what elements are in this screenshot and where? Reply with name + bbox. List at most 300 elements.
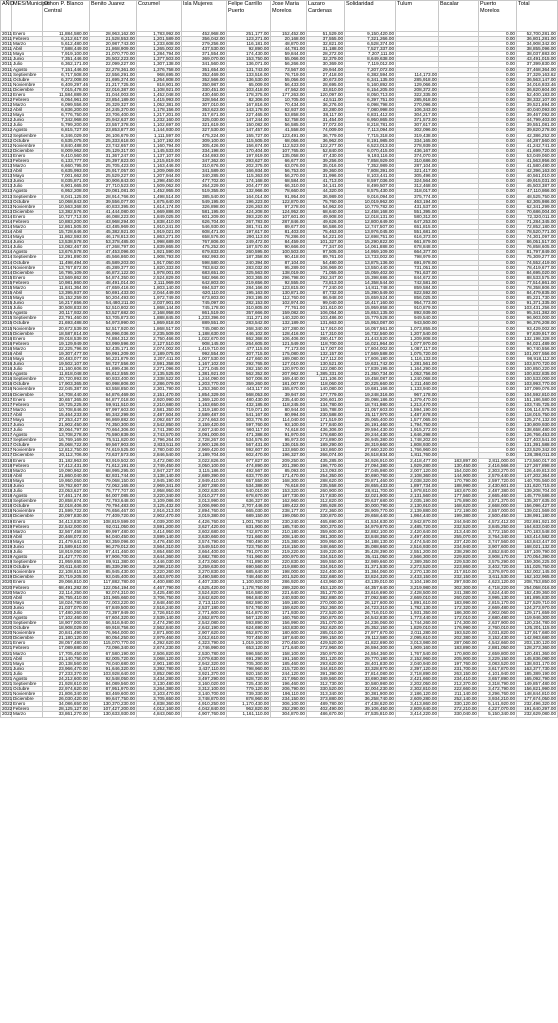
solidaridad-cell: 9,150,420.00 — [345, 32, 396, 37]
month-cell: Diciembre — [12, 148, 43, 153]
benito-juarez-cell: 43,485,969.00 — [90, 224, 137, 229]
puerto-morelos-cell: 0.00 — [479, 433, 517, 438]
benito-juarez-cell: 75,777,707.00 — [90, 489, 137, 494]
tulum-cell: 307,617.00 — [396, 123, 439, 128]
year-cell: 2015 — [2, 279, 13, 285]
bacalar-cell: 183,670.00 — [439, 489, 479, 494]
month-cell: Enero — [12, 702, 43, 707]
month-cell: Junio — [12, 362, 43, 367]
cozumel-cell: 818,901.00 — [137, 82, 182, 87]
jose-maria-morelos-cell: 20,168.00 — [271, 37, 307, 42]
month-cell: Febrero — [12, 158, 43, 163]
tulum-cell: 678,848.00 — [396, 245, 439, 250]
lazaro-cardenas-cell: 101,327.00 — [307, 240, 345, 245]
solidaridad-cell: 14,061,888.00 — [345, 245, 396, 250]
cozumel-cell: 1,102,697.00 — [137, 123, 182, 128]
othon-p-blanco-cell: 21,589,610.00 — [43, 544, 90, 549]
solidaridad-cell: 15,659,524.00 — [345, 296, 396, 301]
lazaro-cardenas-cell: 349,560.00 — [307, 676, 345, 681]
solidaridad-cell: 7,715,318.00 — [345, 133, 396, 138]
felipe-carrillo-puerto-cell: 293,627.00 — [227, 158, 271, 163]
lazaro-cardenas-cell: 273,890.00 — [307, 438, 345, 443]
month-cell: Julio — [12, 123, 43, 128]
lazaro-cardenas-cell: 382,880.00 — [307, 595, 345, 600]
puerto-morelos-cell: 0.00 — [479, 270, 517, 275]
total-cell: 90,740,556.00 — [517, 346, 558, 351]
benito-juarez-cell: 59,991,209.00 — [90, 351, 137, 356]
isla-mujeres-cell: 3,012,610.00 — [182, 636, 227, 641]
total-cell: 53,049,060.00 — [517, 153, 558, 158]
month-cell: Abril — [12, 656, 43, 661]
total-cell: 151,025,750.00 — [517, 565, 558, 570]
month-cell: Agosto — [12, 67, 43, 72]
othon-p-blanco-cell: 17,480,260.00 — [43, 610, 90, 615]
felipe-carrillo-puerto-cell: 156,674.00 — [227, 143, 271, 148]
benito-juarez-cell: 46,872,122.00 — [90, 270, 137, 275]
tulum-cell: 1,829,010.00 — [396, 626, 439, 631]
felipe-carrillo-puerto-cell: 678,670.00 — [227, 494, 271, 499]
tulum-cell: 1,808,930.00 — [396, 443, 439, 448]
isla-mujeres-cell: 745,080.00 — [182, 326, 227, 331]
felipe-carrillo-puerto-cell: 742,870.00 — [227, 529, 271, 534]
solidaridad-cell: 14,358,544.00 — [345, 280, 396, 285]
benito-juarez-cell: 122,054,194.00 — [90, 585, 137, 590]
bacalar-cell: 186,300.00 — [439, 610, 479, 615]
benito-juarez-cell: 87,951,970.00 — [90, 687, 137, 692]
solidaridad-cell: 36,258,740.00 — [345, 697, 396, 702]
solidaridad-cell: 27,094,380.00 — [345, 463, 396, 468]
total-cell: 177,674,050.00 — [517, 697, 558, 702]
month-cell: Febrero — [12, 37, 43, 42]
felipe-carrillo-puerto-cell: 132,966.00 — [227, 189, 271, 194]
cozumel-cell: 1,614,174.00 — [137, 204, 182, 209]
month-cell: Julio — [12, 184, 43, 189]
isla-mujeres-cell: 2,771,600.00 — [182, 610, 227, 615]
othon-p-blanco-cell: 21,180,120.00 — [43, 636, 90, 641]
year-cell: 2019 — [2, 538, 13, 544]
felipe-carrillo-puerto-cell: 424,208.00 — [227, 209, 271, 214]
benito-juarez-cell: 115,070,770.00 — [90, 641, 137, 646]
month-cell: Marzo — [12, 164, 43, 169]
isla-mujeres-cell: 1,271,045.00 — [182, 367, 227, 372]
tulum-cell: 285,918.00 — [396, 77, 439, 82]
jose-maria-morelos-cell: 244,120.00 — [271, 671, 307, 676]
lazaro-cardenas-cell: 49,908.00 — [307, 214, 345, 219]
tulum-cell: 1,891,610.00 — [396, 600, 439, 605]
header-bacalar: Bacalar — [439, 1, 479, 32]
othon-p-blanco-cell: 6,133,777.00 — [43, 158, 90, 163]
year-cell: 2012 — [2, 107, 13, 113]
felipe-carrillo-puerto-cell: 977,827.00 — [227, 458, 271, 463]
benito-juarez-cell: 67,604,320.00 — [90, 615, 137, 620]
lazaro-cardenas-cell: 140,080.00 — [307, 387, 345, 392]
tulum-cell: 943,500.00 — [396, 321, 439, 326]
isla-mujeres-cell: 1,253,360.00 — [182, 387, 227, 392]
lazaro-cardenas-cell: 87,732.00 — [307, 290, 345, 295]
benito-juarez-cell: 59,911,510.00 — [90, 402, 137, 407]
othon-p-blanco-cell: 8,009,962.00 — [43, 148, 90, 153]
puerto-morelos-cell: 0.00 — [479, 72, 517, 77]
isla-mujeres-cell: 2,728,267.00 — [182, 438, 227, 443]
isla-mujeres-cell: 309,100.00 — [182, 138, 227, 143]
solidaridad-cell: 26,127,600.00 — [345, 600, 396, 605]
othon-p-blanco-cell: 11,584,889.00 — [43, 92, 90, 97]
bacalar-cell: 297,930.00 — [439, 580, 479, 585]
jose-maria-morelos-cell: 112,523.00 — [271, 143, 307, 148]
month-cell: Diciembre — [12, 331, 43, 336]
month-cell: Noviembre — [12, 692, 43, 697]
tulum-cell: 2,095,610.00 — [396, 636, 439, 641]
puerto-morelos-cell: 0.00 — [479, 128, 517, 133]
othon-p-blanco-cell: 22,045,387.00 — [43, 387, 90, 392]
total-cell: 40,040,093.00 — [517, 108, 558, 113]
year-cell: 2011 — [2, 56, 12, 62]
month-cell: Enero — [12, 519, 43, 524]
isla-mujeres-cell: 4,426,760.00 — [182, 519, 227, 524]
puerto-morelos-cell: 3,624,440.00 — [479, 590, 517, 595]
tulum-cell: 2,152,960.00 — [396, 656, 439, 661]
lazaro-cardenas-cell: 235,558.00 — [307, 483, 345, 488]
bacalar-cell: 237,420.00 — [439, 539, 479, 544]
year-cell: 2013 — [2, 208, 13, 214]
tulum-cell: 2,007,120.00 — [396, 468, 439, 473]
lazaro-cardenas-cell: 117,310.00 — [307, 331, 345, 336]
benito-juarez-cell: 80,054,250.00 — [90, 636, 137, 641]
month-cell: Enero — [12, 397, 43, 402]
isla-mujeres-cell: 317,671.00 — [182, 113, 227, 118]
cozumel-cell: 2,871,800.00 — [137, 631, 182, 636]
tulum-cell: 822,592.00 — [396, 290, 439, 295]
puerto-morelos-cell: 0.00 — [479, 387, 517, 392]
year-cell: 2012 — [2, 147, 13, 153]
othon-p-blanco-cell: 7,001,662.00 — [43, 174, 90, 179]
total-cell: 107,099,076.00 — [517, 387, 558, 392]
tulum-cell: 302,096.00 — [396, 128, 439, 133]
felipe-carrillo-puerto-cell: 492,567.00 — [227, 468, 271, 473]
total-cell: 203,130,120.00 — [517, 641, 558, 646]
year-cell: 2014 — [2, 249, 13, 255]
month-cell: Julio — [12, 489, 43, 494]
benito-juarez-cell: 23,557,378.00 — [90, 123, 137, 128]
year-cell: 2014 — [2, 234, 13, 240]
year-cell: 2018 — [2, 508, 13, 514]
othon-p-blanco-cell: 10,708,846.00 — [43, 407, 90, 412]
year-cell: 2022 — [2, 706, 13, 712]
isla-mujeres-cell: 519,355.00 — [182, 189, 227, 194]
solidaridad-cell: 30,580,980.00 — [345, 682, 396, 687]
year-cell: 2012 — [2, 142, 13, 148]
month-cell: Abril — [12, 230, 43, 235]
tulum-cell: 844,672.00 — [396, 275, 439, 280]
benito-juarez-cell: 56,996,036.00 — [90, 331, 137, 336]
month-cell: Mayo — [12, 52, 43, 57]
total-cell: 128,273,360.00 — [517, 646, 558, 651]
jose-maria-morelos-cell: 296,798.00 — [271, 275, 307, 280]
year-cell: 2013 — [2, 203, 13, 209]
cozumel-cell: 2,210,680.00 — [137, 402, 182, 407]
puerto-morelos-cell: 2,902,060.00 — [479, 610, 517, 615]
puerto-morelos-cell: 0.00 — [479, 255, 517, 260]
jose-maria-morelos-cell: 80,994.00 — [271, 412, 307, 417]
year-cell: 2015 — [2, 315, 13, 321]
othon-p-blanco-cell: 16,217,656.00 — [43, 301, 90, 306]
tulum-cell: 791,637.00 — [396, 270, 439, 275]
othon-p-blanco-cell: 13,708,278.00 — [43, 433, 90, 438]
tulum-cell: 1,794,750.00 — [396, 423, 439, 428]
puerto-morelos-cell: 0.00 — [479, 285, 517, 290]
solidaridad-cell: 31,371,530.00 — [345, 565, 396, 570]
lazaro-cardenas-cell: 117,910.00 — [307, 326, 345, 331]
cozumel-cell: 1,111,597.00 — [137, 133, 182, 138]
tulum-cell: 318,017.00 — [396, 189, 439, 194]
month-cell: Septiembre — [12, 133, 43, 138]
cozumel-cell: 1,163,446.00 — [137, 164, 182, 169]
year-cell: 2020 — [2, 620, 13, 626]
total-cell: 100,850,220.00 — [517, 367, 558, 372]
jose-maria-morelos-cell: 93,100.00 — [271, 423, 307, 428]
benito-juarez-cell: 91,646,320.00 — [90, 666, 137, 671]
othon-p-blanco-cell: 6,901,665.00 — [43, 184, 90, 189]
cozumel-cell: 2,846,540.00 — [137, 453, 182, 458]
benito-juarez-cell: 48,491,014.00 — [90, 280, 137, 285]
jose-maria-morelos-cell: 198,000.00 — [271, 570, 307, 575]
total-cell: 40,561,010.00 — [517, 174, 558, 179]
felipe-carrillo-puerto-cell: 1,100,920.00 — [227, 580, 271, 585]
othon-p-blanco-cell: 18,919,050.00 — [43, 549, 90, 554]
bacalar-cell: 176,990.00 — [439, 626, 479, 631]
isla-mujeres-cell: 2,642,190.00 — [182, 626, 227, 631]
tulum-cell: 1,915,272.00 — [396, 428, 439, 433]
tulum-cell: 2,428,500.00 — [396, 590, 439, 595]
isla-mujeres-cell: 328,564.00 — [182, 98, 227, 103]
benito-juarez-cell: 92,548,050.00 — [90, 676, 137, 681]
total-cell: 94,021,489.00 — [517, 341, 558, 346]
total-cell: 124,273,970.00 — [517, 605, 558, 610]
total-cell: 47,110,866.00 — [517, 189, 558, 194]
benito-juarez-cell: 69,567,903.00 — [90, 443, 137, 448]
total-cell: 49,915,031.00 — [517, 179, 558, 184]
othon-p-blanco-cell: 21,693,488.00 — [43, 321, 90, 326]
total-cell: 181,895,830.00 — [517, 595, 558, 600]
puerto-morelos-cell: 0.00 — [479, 62, 517, 67]
month-cell: Agosto — [12, 494, 43, 499]
othon-p-blanco-cell: 34,086,650.00 — [43, 702, 90, 707]
othon-p-blanco-cell: 21,599,722.00 — [43, 509, 90, 514]
cozumel-cell: 1,376,758.00 — [137, 67, 182, 72]
cozumel-cell: 2,235,509.00 — [137, 331, 182, 336]
lazaro-cardenas-cell: 33,810.00 — [307, 87, 345, 92]
othon-p-blanco-cell: 29,066,810.00 — [43, 580, 90, 585]
felipe-carrillo-puerto-cell: 816,580.00 — [227, 590, 271, 595]
month-cell: Marzo — [12, 712, 43, 717]
puerto-morelos-cell: 0.00 — [479, 148, 517, 153]
puerto-morelos-cell: 0.00 — [479, 448, 517, 453]
total-cell: 37,399,830.00 — [517, 62, 558, 67]
lazaro-cardenas-cell: 193,860.00 — [307, 448, 345, 453]
total-cell: 103,431,256.00 — [517, 306, 558, 311]
puerto-morelos-cell: 3,296,760.00 — [479, 692, 517, 697]
cozumel-cell: 3,130,480.00 — [137, 682, 182, 687]
tulum-cell: 2,302,810.00 — [396, 687, 439, 692]
isla-mujeres-cell: 2,274,663.00 — [182, 417, 227, 422]
othon-p-blanco-cell: 24,212,600.00 — [43, 676, 90, 681]
tulum-cell: 3,414,220.00 — [396, 712, 439, 717]
solidaridad-cell: 27,660,320.00 — [345, 448, 396, 453]
cozumel-cell: 3,852,090.00 — [137, 671, 182, 676]
othon-p-blanco-cell: 19,950,050.00 — [43, 478, 90, 483]
isla-mujeres-cell: 2,894,760.00 — [182, 509, 227, 514]
felipe-carrillo-puerto-cell: 593,890.00 — [227, 621, 271, 626]
othon-p-blanco-cell: 17,102,460.00 — [43, 615, 90, 620]
tulum-cell: 731,051.00 — [396, 265, 439, 270]
cozumel-cell: 1,839,865.00 — [137, 245, 182, 250]
total-cell: 162,439,360.00 — [517, 590, 558, 595]
jose-maria-morelos-cell: 171,640.00 — [271, 646, 307, 651]
isla-mujeres-cell: 2,552,870.00 — [182, 615, 227, 620]
year-cell: 2021 — [2, 670, 13, 676]
total-cell: 151,186,580.00 — [517, 397, 558, 402]
benito-juarez-cell: 47,268,797.00 — [90, 245, 137, 250]
month-cell: Enero — [12, 458, 43, 463]
isla-mujeres-cell: 4,042,840.00 — [182, 707, 227, 712]
cozumel-cell: 2,516,240.00 — [137, 605, 182, 610]
lazaro-cardenas-cell: 189,290.00 — [307, 443, 345, 448]
solidaridad-cell: 25,065,400.00 — [345, 417, 396, 422]
month-cell: Septiembre — [12, 560, 43, 565]
month-cell: Julio — [12, 62, 43, 67]
lazaro-cardenas-cell: 51,529.00 — [307, 32, 345, 37]
benito-juarez-cell: 130,370,230.00 — [90, 702, 137, 707]
benito-juarez-cell: 20,987,743.00 — [90, 42, 137, 47]
puerto-morelos-cell: 0.00 — [479, 311, 517, 316]
year-cell: 2016 — [2, 340, 13, 346]
cozumel-cell: 3,138,140.00 — [137, 473, 182, 478]
jose-maria-morelos-cell: 56,585.00 — [271, 123, 307, 128]
year-cell: 2016 — [2, 376, 13, 382]
othon-p-blanco-cell: 19,090,962.00 — [43, 468, 90, 473]
cozumel-cell: 2,168,958.00 — [137, 311, 182, 316]
solidaridad-cell: 7,352,989.00 — [345, 164, 396, 169]
month-cell: Abril — [12, 351, 43, 356]
solidaridad-cell: 47,535,810.00 — [345, 712, 396, 717]
total-cell: 118,015,750.00 — [517, 412, 558, 417]
othon-p-blanco-cell: 20,138,560.00 — [43, 661, 90, 666]
jose-maria-morelos-cell: 196,327.00 — [271, 453, 307, 458]
bacalar-cell: 199,380.00 — [439, 514, 479, 519]
month-cell: Marzo — [12, 224, 43, 229]
puerto-morelos-cell: 5,141,920.00 — [479, 702, 517, 707]
othon-p-blanco-cell: 6,409,297.46 — [43, 82, 90, 87]
month-cell: Diciembre — [12, 87, 43, 92]
total-cell: 173,560,017.00 — [517, 458, 558, 463]
year-cell: 2016 — [2, 366, 13, 372]
month-cell: Septiembre — [12, 255, 43, 260]
benito-juarez-cell: 107,427,200.00 — [90, 707, 137, 712]
isla-mujeres-cell: 3,437,110.00 — [182, 666, 227, 671]
puerto-morelos-cell: 2,500,450.00 — [479, 514, 517, 519]
tulum-cell: 322,335.00 — [396, 92, 439, 97]
othon-p-blanco-cell: 11,818,048.00 — [43, 372, 90, 377]
cozumel-cell: 2,979,460.00 — [137, 636, 182, 641]
benito-juarez-cell: 53,378,485.00 — [90, 240, 137, 245]
lazaro-cardenas-cell: 436,306.00 — [307, 428, 345, 433]
solidaridad-cell: 6,523,013.00 — [345, 143, 396, 148]
jose-maria-morelos-cell: 68,056.00 — [271, 138, 307, 143]
total-cell: 70,686,004.00 — [517, 209, 558, 214]
jose-maria-morelos-cell: 66,677.00 — [271, 158, 307, 163]
solidaridad-cell: 12,018,131.00 — [345, 214, 396, 219]
month-cell: Marzo — [12, 285, 43, 290]
puerto-morelos-cell: 0.00 — [479, 438, 517, 443]
lazaro-cardenas-cell: 312,730.00 — [307, 682, 345, 687]
tulum-cell: 2,485,720.00 — [396, 524, 439, 529]
total-cell: 74,301,097.00 — [517, 235, 558, 240]
month-cell: Febrero — [12, 707, 43, 712]
year-cell: 2015 — [2, 320, 13, 326]
total-cell: 42,386,252.00 — [517, 133, 558, 138]
cozumel-cell: 2,539,140.00 — [137, 615, 182, 620]
tulum-cell: 431,537.00 — [396, 204, 439, 209]
year-cell: 2011 — [2, 36, 12, 42]
isla-mujeres-cell: 608,471.00 — [182, 230, 227, 235]
jose-maria-morelos-cell: 81,403.00 — [271, 230, 307, 235]
year-cell: 2016 — [2, 361, 13, 367]
year-cell: 2019 — [2, 518, 13, 524]
total-cell: 119,946,300.00 — [517, 615, 558, 620]
total-cell: 52,700,281.00 — [517, 32, 558, 37]
total-cell: 145,836,080.00 — [517, 656, 558, 661]
puerto-morelos-cell: 0.00 — [479, 169, 517, 174]
solidaridad-cell: 41,534,630.00 — [345, 519, 396, 524]
felipe-carrillo-puerto-cell: 249,472.00 — [227, 240, 271, 245]
solidaridad-cell: 29,871,460.00 — [345, 478, 396, 483]
year-cell: 2018 — [2, 503, 13, 509]
jose-maria-morelos-cell: 52,758.00 — [271, 118, 307, 123]
month-cell: Agosto — [12, 311, 43, 316]
othon-p-blanco-cell: 13,538,578.00 — [43, 240, 90, 245]
othon-p-blanco-cell: 15,728,646.00 — [43, 230, 90, 235]
isla-mujeres-cell: 3,473,060.00 — [182, 560, 227, 565]
year-cell: 2017 — [2, 401, 13, 407]
othon-p-blanco-cell: 20,672,539.00 — [43, 326, 90, 331]
othon-p-blanco-cell: 20,112,706.00 — [43, 453, 90, 458]
felipe-carrillo-puerto-cell: 65,009.00 — [227, 82, 271, 87]
cozumel-cell: 1,160,794.00 — [137, 143, 182, 148]
solidaridad-cell: 24,542,830.00 — [345, 615, 396, 620]
month-cell: Febrero — [12, 219, 43, 224]
jose-maria-morelos-cell: 133,860.00 — [271, 448, 307, 453]
benito-juarez-cell: 46,088,223.00 — [90, 214, 137, 219]
year-cell: 2014 — [2, 264, 13, 270]
solidaridad-cell: 7,113,094.00 — [345, 128, 396, 133]
lazaro-cardenas-cell: 272,360.00 — [307, 509, 345, 514]
othon-p-blanco-cell: 18,907,000.00 — [43, 621, 90, 626]
year-cell: 2015 — [2, 330, 13, 336]
month-cell: Junio — [12, 605, 43, 610]
othon-p-blanco-cell: 10,883,200.00 — [43, 219, 90, 224]
solidaridad-cell: 32,004,230.00 — [345, 687, 396, 692]
felipe-carrillo-puerto-cell: 596,550.00 — [227, 651, 271, 656]
jose-maria-morelos-cell: 84,459.00 — [271, 240, 307, 245]
benito-juarez-cell: 94,040,450.00 — [90, 534, 137, 539]
total-cell: 156,821,990.00 — [517, 687, 558, 692]
othon-p-blanco-cell: 11,884,580.00 — [43, 32, 90, 37]
benito-juarez-cell: 79,794,483.00 — [90, 504, 137, 509]
benito-juarez-cell: 72,062,165.00 — [90, 483, 137, 488]
solidaridad-cell: 6,397,751.00 — [345, 98, 396, 103]
puerto-morelos-cell: 0.00 — [479, 143, 517, 148]
cozumel-cell: 4,843,060.00 — [137, 712, 182, 717]
